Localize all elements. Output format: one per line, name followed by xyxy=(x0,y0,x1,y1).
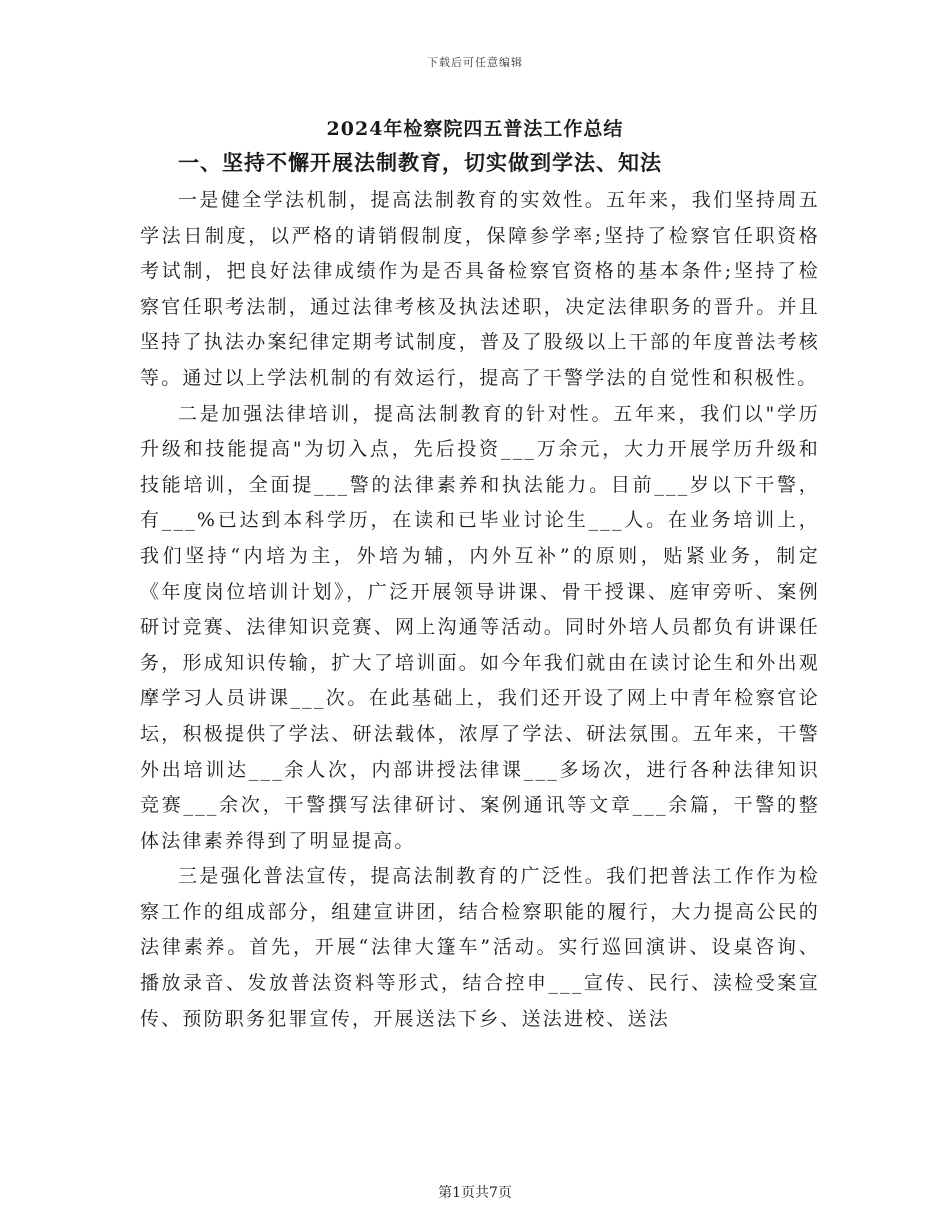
paragraph-3: 三是强化普法宣传，提高法制教育的广泛性。我们把普法工作作为检察工作的组成部分，组建宣讲团，结合检察职能的履行，大力提高公民的法律素养。首先，开展“法律大篷车”活动。实行巡回演讲、设桌咨询、播放录音、发放普法资料等形式，结合控申___宣传、民行、渎检受案宣传、预防职务犯罪宣传，开展送法下乡、送法进校、送法 xyxy=(140,865,820,1030)
paragraph-2: 二是加强法律培训，提高法制教育的针对性。五年来，我们以"学历升级和技能提高"为切入点，先后投资___万余元，大力开展学历升级和技能培训，全面提___警的法律素养和执法能力。目前___岁以下干警，有___%已达到本科学历，在读和已毕业讨论生___人。在业务培训上，我们坚持“内培为主，外培为辅，内外互补”的原则，贴紧业务，制定《年度岗位培训计划》，广泛开展领导讲课、骨干授课、庭审旁听、案例研讨竞赛、法律知识竞赛、网上沟通等活动。同时外培人员都负有讲课任务，形成知识传输，扩大了培训面。如今年我们就由在读讨论生和外出观摩学习人员讲课___次。在此基础上，我们还开设了网上中青年检察官论坛，积极提供了学法、研法载体，浓厚了学法、研法氛围。五年来，干警外出培训达___余人次，内部讲授法律课___多场次，进行各种法律知识竞赛___余次，干警撰写法律研讨、案例通讯等文章___余篇，干警的整体法律素养得到了明显提高。 xyxy=(140,402,820,852)
section-heading: 一、坚持不懈开展法制教育，切实做到学法、知法 xyxy=(178,150,662,175)
paragraph-1: 一是健全学法机制，提高法制教育的实效性。五年来，我们坚持周五学法日制度，以严格的请销假制度，保障参学率;坚持了检察官任职资格考试制，把良好法律成绩作为是否具备检察官资格的基本条件;坚持了检察官任职考法制，通过法律考核及执法述职，决定法律职务的晋升。并且坚持了执法办案纪律定期考试制度，普及了股级以上干部的年度普法考核等。通过以上学法机制的有效运行，提高了干警学法的自觉性和积极性。 xyxy=(140,189,820,389)
page-header-note: 下载后可任意编辑 xyxy=(427,56,523,69)
page-number: 第1页共7页 xyxy=(438,1185,512,1201)
document-title: 2024年检察院四五普法工作总结 xyxy=(326,118,624,140)
document-body xyxy=(140,183,820,1037)
